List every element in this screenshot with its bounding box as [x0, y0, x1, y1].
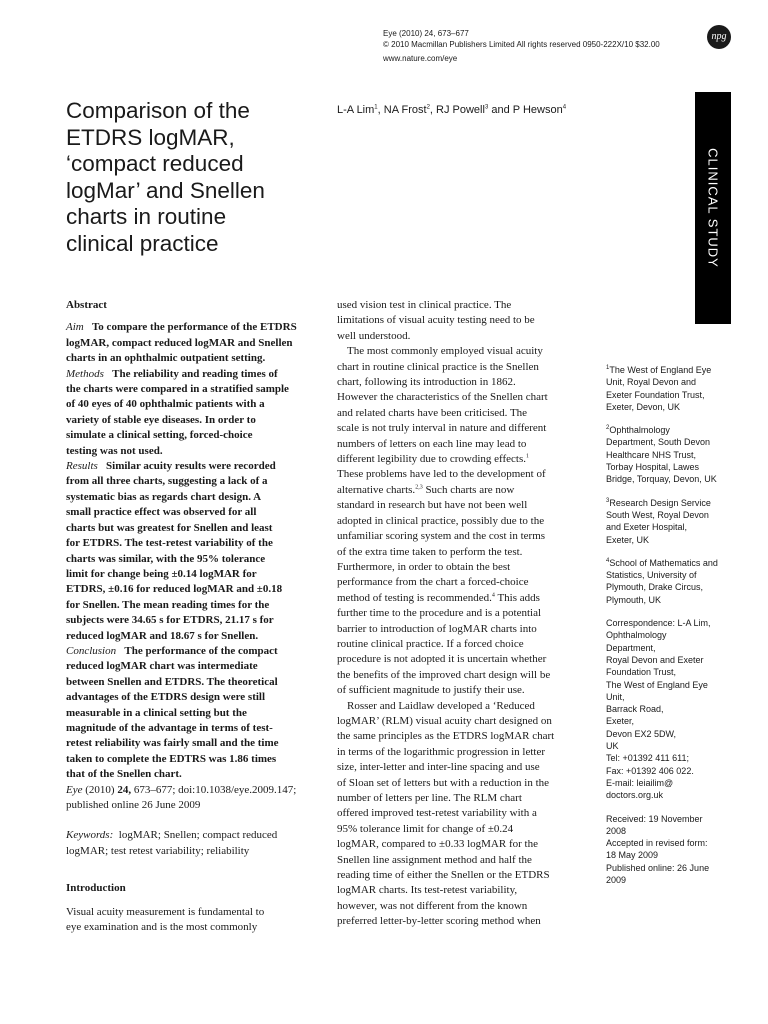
paragraph-line: of the extra time taken to perform the test.	[337, 545, 523, 558]
introduction-text: eye examination and is the most commonly	[66, 921, 258, 934]
citation-year: (2010)	[82, 783, 118, 796]
affiliation-list	[606, 364, 756, 606]
affiliation-marker: 2	[606, 425, 610, 432]
affiliation-line: Healthcare NHS Trust,	[606, 449, 697, 460]
paragraph-line: scale is not truly interval in nature and different	[337, 422, 547, 435]
results-text: reduced logMAR and 18.67 s for Snellen.	[66, 629, 259, 642]
aim-text: To compare the performance of the ETDRS	[91, 321, 297, 334]
affiliation-marker: 1	[374, 104, 378, 111]
abstract-heading: Abstract	[66, 299, 107, 311]
correspondence-line: E-mail: leiailim@	[606, 777, 674, 788]
journal-url[interactable]: www.nature.com/eye	[383, 54, 458, 63]
affiliation-line: $^1$The West of England Eye	[606, 365, 712, 375]
title-line: ETDRS logMAR,	[66, 124, 235, 150]
paragraph-line: unfamiliar scoring system and the cost in terms	[337, 530, 546, 543]
paragraph-line: offered improved test-retest variability with a	[337, 807, 537, 820]
affiliation-marker: 4	[606, 557, 610, 564]
date-line: 18 May 2009	[606, 850, 659, 861]
title-line: clinical practice	[66, 230, 219, 256]
correspondence	[606, 617, 756, 801]
date-line: Published online: 26 June	[606, 862, 710, 873]
article-title	[66, 98, 328, 257]
results-text: charts but was greatest for Snellen and least	[66, 521, 273, 534]
paragraph-line: however, was not different from the known	[337, 899, 528, 912]
affiliation-marker: 3	[484, 104, 489, 111]
paragraph-line: well understood.	[337, 329, 411, 342]
correspondence-line: Department,	[606, 642, 656, 653]
results-text: charts was similar, with the 95% tolerance	[66, 552, 266, 565]
affiliation	[606, 497, 756, 546]
affiliation	[606, 364, 756, 413]
reference-marker[interactable]: 4	[491, 592, 495, 599]
affiliation-line: South West, Royal Devon	[606, 509, 709, 520]
copyright-notice: © 2010 Macmillan Publishers Limited All rights reserved 0950-222X/10 $32.00	[383, 40, 660, 49]
paragraph-line: chart, following its introduction in 1862.	[337, 376, 516, 389]
paragraph-line: reading time of either the Snellen or the ETDRS	[337, 869, 550, 882]
paragraph-line: procedure is not adopted it is uncertain whether	[337, 653, 547, 666]
introduction-text: Visual acuity measurement is fundamental to	[66, 905, 265, 918]
results-label: Results	[66, 460, 98, 473]
introduction-heading: Introduction	[66, 882, 126, 895]
affiliation-line: $^4$School of Mathematics and	[606, 557, 718, 568]
paragraph-line: standard in research but have not been well	[337, 499, 528, 512]
affiliation-line: Exeter, UK	[606, 534, 650, 545]
correspondence-line: Royal Devon and Exeter	[606, 654, 704, 665]
paragraph-line: logMAR’ (RLM) visual acuity chart designed on	[337, 714, 552, 727]
correspondence-line: Foundation Trust,	[606, 667, 677, 678]
section-label: CLINICAL STUDY	[705, 148, 721, 268]
methods-text: testing was not used.	[66, 444, 163, 457]
paragraph-line: in terms of the logarithmic progression in letter	[337, 745, 546, 758]
title-line: logMar’ and Snellen	[66, 177, 265, 203]
paragraph	[337, 344, 587, 698]
results-text: Similar acuity results were recorded	[106, 460, 276, 473]
conclusion-label: Conclusion	[66, 644, 117, 657]
title-line: charts in routine	[66, 204, 227, 229]
paragraph-line: chart in routine clinical practice is the Snellen	[337, 360, 539, 373]
paragraph-line: performance from the chart a forced-choice	[337, 576, 529, 589]
paragraph-line: The most commonly employed visual acuity	[347, 345, 543, 358]
conclusion-text: advantages of the ETDRS design were still	[66, 691, 266, 704]
results-text: limit for change being ±0.14 logMAR for	[66, 567, 257, 580]
section-tab	[695, 92, 731, 324]
conclusion-text: taken to complete the EDTRS was 1.86 times	[66, 752, 277, 765]
paragraph-line: number of letters per line. The RLM chart	[337, 792, 522, 804]
paragraph-line: of sufficient magnitude to justify their use.	[337, 684, 525, 697]
affiliation-line: Exeter Foundation Trust,	[606, 389, 705, 400]
paragraph-line: size, inter-letter and inter-line spacing and use	[337, 761, 540, 774]
paragraph-line: further time to the procedure and is a potential	[337, 607, 542, 620]
title-line: ‘compact reduced	[66, 151, 244, 176]
paragraph-line: and related charts have been criticised. The	[337, 406, 528, 419]
paragraph-line: These problems have led to the development of	[337, 468, 546, 481]
affiliation-marker: 4	[562, 104, 567, 111]
article-citation	[66, 783, 316, 814]
author-name: NA Frost	[383, 104, 427, 116]
aim-label: Aim	[66, 321, 84, 334]
affiliation-line: Unit, Royal Devon and	[606, 377, 697, 388]
author-list	[337, 104, 566, 116]
paragraph-line: Rosser and Laidlaw developed a ‘Reduced	[347, 699, 535, 712]
paragraph-line: 95% tolerance limit for change of ±0.24	[337, 822, 514, 835]
affiliation	[606, 557, 756, 606]
paragraph-line: barrier to introduction of logMAR charts into	[337, 622, 537, 635]
paragraph-line: logMAR, compared to ±0.33 logMAR for the	[337, 838, 538, 851]
reference-marker[interactable]: 2,3	[415, 484, 423, 491]
correspondence-line: UK	[606, 741, 619, 752]
affiliation-marker: 3	[606, 497, 610, 504]
introduction-column	[337, 298, 587, 930]
correspondence-line: Tel: +01392 411 611;	[606, 753, 689, 764]
affiliation-line: Statistics, University of	[606, 570, 697, 581]
author-separator: and	[488, 104, 513, 116]
paragraph-line: used vision test in clinical practice. The	[337, 299, 512, 311]
author-name: RJ Powell	[436, 104, 485, 116]
results-text: subjects were 34.65 s for ETDRS, 21.17 s for	[66, 614, 274, 627]
results-text: ETDRS, ±0.16 for reduced logMAR and ±0.18	[66, 583, 283, 596]
conclusion-text: measurable in a clinical setting but the	[66, 706, 247, 719]
correspondence-line: Barrack Road,	[606, 704, 664, 715]
citation-volume: 24,	[117, 783, 132, 796]
conclusion-text: magnitude of the advantage in terms of test-	[66, 721, 273, 734]
sidebar-column	[606, 364, 756, 897]
author-name: L-A Lim	[337, 104, 375, 116]
aim-text: logMAR, compact reduced logMAR and Snellen	[66, 336, 293, 349]
correspondence-line: Unit,	[606, 691, 625, 702]
paragraph-line: the benefits of the improved chart design will be	[337, 668, 551, 681]
citation-doi[interactable]: 673–677; doi:10.1038/eye.2009.147;	[131, 783, 297, 796]
paragraph-line: limitations of visual acuity testing need to be	[337, 314, 535, 327]
results-text: small practice effect was observed for all	[66, 506, 257, 519]
article-dates	[606, 813, 756, 887]
paragraph-line: routine clinical practice. If a forced choice	[337, 637, 524, 650]
author-separator: ,	[429, 104, 437, 116]
date-line: 2008	[606, 825, 627, 836]
paragraph	[337, 298, 587, 344]
paragraph-line: adopted in clinical practice, possibly due to the	[337, 514, 545, 527]
conclusion-text: that of the Snellen chart.	[66, 768, 182, 781]
methods-label: Methods	[66, 367, 104, 380]
author-separator: ,	[377, 104, 384, 116]
paragraph	[337, 699, 587, 930]
paragraph-line: logMAR charts. Its test-retest variability,	[337, 884, 518, 897]
affiliation-marker: 1	[606, 365, 610, 371]
conclusion-text: retest reliability was fairly small and the time	[66, 737, 279, 750]
affiliation-marker: 2	[426, 104, 430, 111]
keywords-label: Keywords:	[66, 829, 114, 842]
author-name: P Hewson	[512, 104, 563, 116]
affiliation-line: and Exeter Hospital,	[606, 522, 688, 533]
date-line: Accepted in revised form:	[606, 838, 708, 849]
date-line: Received: 19 November	[606, 813, 703, 824]
paragraph-line: the same principles as the ETDRS logMAR chart	[337, 730, 555, 743]
citation-journal: Eye	[66, 783, 83, 796]
conclusion-text: between Snellen and ETDRS. The theoretical	[66, 675, 278, 688]
correspondence-line: Fax: +01392 406 022.	[606, 765, 694, 776]
paragraph-line: different legibility due to crowding effects.$^1$	[337, 453, 529, 466]
results-text: for ETDRS. The test-retest variability of the	[66, 537, 273, 550]
correspondence-line: doctors.org.uk	[606, 790, 664, 801]
paragraph-line: Furthermore, in order to obtain the best	[337, 560, 511, 573]
methods-text: The reliability and reading times of	[112, 367, 278, 380]
affiliation-line: $^2$Ophthalmology	[606, 425, 670, 436]
affiliation-line: Department, South Devon	[606, 437, 711, 448]
paragraph-line: preferred letter-by-letter scoring method when	[337, 915, 541, 928]
affiliation-line: Torbay Hospital, Lawes	[606, 462, 700, 473]
results-text: from all three charts, suggesting a lack of a	[66, 475, 268, 488]
citation-published: published online 26 June 2009	[66, 799, 201, 811]
aim-text: charts in an ophthalmic outpatient setting.	[66, 352, 266, 365]
journal-header	[383, 28, 683, 64]
date-line: 2009	[606, 874, 627, 885]
abstract-column	[66, 298, 316, 935]
conclusion-text: reduced logMAR chart was intermediate	[66, 660, 258, 673]
keywords-text: logMAR; test retest variability; reliability	[66, 844, 250, 857]
methods-text: of 40 eyes of 40 ophthalmic patients with a	[66, 398, 265, 411]
results-text: systematic bias as regards chart design. A	[66, 490, 262, 503]
paragraph-line: of Sloan set of letters but with a reduction in the	[337, 776, 550, 789]
methods-text: simulate a clinical setting, forced-choice	[66, 429, 253, 442]
conclusion-text: The performance of the compact	[124, 644, 278, 657]
reference-marker[interactable]: 1	[525, 453, 529, 460]
journal-citation: Eye (2010) 24, 673–677	[383, 29, 469, 38]
affiliation-line: $^3$Research Design Service	[606, 497, 711, 508]
npg-logo: npg	[707, 25, 731, 49]
paragraph-line: numbers of letters on each line may lead to	[337, 437, 527, 450]
title-line: Comparison of the	[66, 98, 250, 123]
correspondence-line: The West of England Eye	[606, 679, 708, 690]
affiliation-line: Bridge, Torquay, Devon, UK	[606, 474, 717, 485]
keywords-text: logMAR; Snellen; compact reduced	[118, 829, 278, 842]
correspondence-line: Correspondence: L-A Lim,	[606, 618, 711, 629]
paragraph-line: alternative charts.$^{2,3}$ Such charts are now	[337, 483, 515, 496]
correspondence-line: Devon EX2 5DW,	[606, 728, 677, 739]
results-text: for Snellen. The mean reading times for the	[66, 598, 270, 611]
correspondence-line: Ophthalmology	[606, 630, 667, 641]
correspondence-line: Exeter,	[606, 716, 635, 727]
keywords	[66, 828, 316, 859]
affiliation	[606, 424, 756, 485]
affiliation-line: Plymouth, Drake Circus,	[606, 582, 704, 593]
affiliation-line: Exeter, Devon, UK	[606, 401, 681, 412]
abstract-body	[66, 320, 316, 782]
paragraph-line: method of testing is recommended.$^4$ This adds	[337, 591, 540, 604]
paragraph-line: However the characteristics of the Snellen chart	[337, 391, 548, 404]
affiliation-line: Plymouth, UK	[606, 594, 662, 605]
methods-text: the charts were compared in a stratified sample	[66, 383, 289, 396]
paragraph-line: Snellen line assignment method and half the	[337, 853, 532, 866]
methods-text: variety of stable eye diseases. In order to	[66, 413, 256, 426]
